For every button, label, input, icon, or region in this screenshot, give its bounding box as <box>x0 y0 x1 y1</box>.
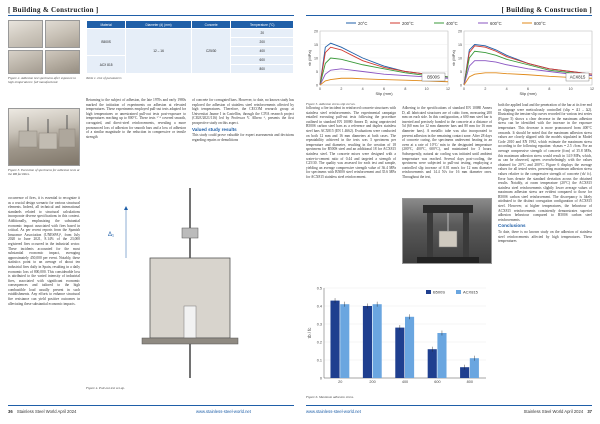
bar-acx815 <box>340 304 349 378</box>
table-header: Concrete <box>191 21 231 29</box>
table-cell-diameter: 12 – 16 <box>126 29 192 74</box>
x-tick-label: 4 <box>505 87 508 91</box>
max-adhesion-bar-chart <box>306 282 492 390</box>
panel-b500s <box>307 29 450 96</box>
x-tick-label: 6 <box>527 87 529 91</box>
table-cell-temperature: 400 <box>231 47 294 56</box>
footer-rule-right <box>306 405 592 406</box>
figure-2-caption: Figure 2. Adhesion test specimens after exposure to high temperatures: full manufactured. <box>8 76 77 85</box>
body-paragraph: Adhering to the specifications of standard EN 10080 Annex D, all fabricated structures are of cubic form, measuring 200 mm on each side. In this configuration, a 600 mm steel bar is inserted and precisely bonded to the concrete at a distance of 5d (60 mm for 12 mm diameter bars and 80 mm for 16 mm diameter bars). A metallic tube was also incorporated to prevent adhesion in the remaining contact zone. After 28 days of concrete curing, the specimens underwent heating in an oven at a rate of 10°C/ min to the designated temperature (200°C, 400°C, 600°C), and maintained for 3 hours. Subsequently, natural air cooling was initiated until ambient temperature was reached. Several days post-cooling, the specimens were subjected to pull-out testing, employing a controlled slip increase of 0.01 mm/s for 12 mm diameter reinforcements and 14.4 N/s for 16 mm diameter ones. Throughout the test, <box>402 106 492 179</box>
x-tick-label: 10 <box>568 87 573 91</box>
y-tick-label: 20 <box>458 29 462 34</box>
table-cell-temperature: 200 <box>231 38 294 47</box>
support-plate <box>142 338 238 344</box>
magazine-name-left: Stainless Steel World April 2024 <box>16 409 77 414</box>
specimen-photo-1 <box>8 20 43 48</box>
legend-label: ACX815 <box>463 289 478 295</box>
section-heading: Valued study results <box>192 126 237 132</box>
table-cell-material: B500S <box>87 29 126 56</box>
x-tick-label: 400 <box>401 380 409 384</box>
y-tick-label: 5 <box>460 69 462 74</box>
x-tick-label: 2 <box>484 87 487 91</box>
test-machine-photo <box>402 198 492 264</box>
table-cell-material: ACX 815 <box>87 56 126 74</box>
legend-label: 400°C <box>446 21 458 26</box>
x-tick-label: 6 <box>383 87 385 91</box>
x-axis-label: Slip (mm) <box>375 91 393 96</box>
body-paragraph: following a fire incident in reinforced concrete structures with stainless steel reinforcements. The experimental campaign entailed executing pull-out tests following the procedure outlined in standard EN 10080 Annex D, using unprotected B500S carbon steel bars as a reference and duplex stainless steel bars ACX815 (EN 1.4662). Evaluations were conducted on both 12 mm and 16 mm diameters at both cases. The repeatability achieved in the tests was 3 specimens per temperature and diameter, resulting in the creation of 18 specimens for B500S steel and an additional 18 for ACX815 stainless steel. The concrete mixes were designed with a water-to-cement ratio of 0.44 and targeted a strength of C25/30. The quality was assessed for each test and sample, yielding an average compressive strength value of 36.4 MPa for specimens with B500S steel reinforcement and 35.6 MPa for ACX815 stainless steel reinforcement. <box>306 106 396 179</box>
y-tick-label: 0 <box>460 83 462 88</box>
y-tick-label: 15 <box>314 42 318 47</box>
legend-label: 600°C <box>490 21 502 26</box>
arrow-up-icon <box>124 206 128 210</box>
table-header: Material <box>87 21 126 29</box>
y-tick-label: 0 <box>319 376 322 381</box>
figure-6-caption: Figure 6. Maximum adhesion stress. <box>306 395 354 399</box>
body-column-3 <box>306 106 396 278</box>
specimen-photo-3 <box>8 50 43 74</box>
page-number-right: 37 <box>587 409 592 414</box>
legend-label: 800°C <box>534 21 546 26</box>
bar-b500s <box>330 301 339 378</box>
y-tick-label: 10 <box>458 56 462 61</box>
conclusions-heading: Conclusions <box>498 223 526 229</box>
x-tick-label: 20 <box>338 380 343 384</box>
legend-label: 200°C <box>402 21 414 26</box>
test-machine-illustration <box>403 199 493 265</box>
y-tick-label: 0 <box>316 83 318 88</box>
body-paragraph: To date, there is no known study on the adhesion of stainless steel reinforcements affected by high temperatures. These temperatures <box>498 230 592 244</box>
page-header-right: [ Building & Construction ] <box>501 6 592 14</box>
table-caption: Table 1. List of parameters <box>86 76 122 80</box>
x-tick-label: 12 <box>446 87 450 91</box>
bar-acx815 <box>437 333 446 378</box>
figure-5-caption: Figure 5. Adhesion stress-slip curves. <box>306 102 356 106</box>
specimen-photo-4 <box>45 50 80 74</box>
body-column-1b <box>8 196 80 396</box>
y-tick-label: 10 <box>314 56 318 61</box>
table-cell-temperature: 800 <box>231 65 294 74</box>
footer-right <box>524 409 592 414</box>
footer-left <box>8 409 76 414</box>
body-paragraph: Returning to the subject of adhesion, the late 1970s and early 1980s marked the initiation of experiments on adhesion at elevated temperatures. These experiments employed pull-out tests adapted for high temperatures or unrestrained pull-out tests post-exposure to temperatures reaching up to 800°C. These tests ¹⁻⁴ covered smooth, corrugated, and direct-steel reinforcements, revealing a more pronounced loss of adhesion for smooth bars and a loss of adhesion of a similar magnitude to the reduction in compressive or tensile strength <box>86 98 186 139</box>
page-header-left: [ Building & Construction ] <box>8 6 99 14</box>
bar-acx815 <box>405 317 414 378</box>
footer-rule-left <box>8 405 294 406</box>
fabrication-photo <box>8 108 80 166</box>
bar-b500s <box>363 306 372 378</box>
x-tick-label: 8 <box>548 87 551 91</box>
y-axis-label: τb / fc <box>307 327 312 339</box>
x-tick-label: 8 <box>404 87 407 91</box>
bar-b500s <box>395 328 404 378</box>
legend-label: 20°C <box>358 21 368 26</box>
table-header: Diameter (d) (mm) <box>126 21 192 29</box>
table-cell-concrete: C25/30 <box>191 29 231 74</box>
y-tick-label: 0.1 <box>316 358 322 363</box>
table-cell-temperature: 600 <box>231 56 294 65</box>
bar-acx815 <box>470 358 479 378</box>
y-tick-label: 5 <box>316 69 318 74</box>
x-tick-label: 0 <box>319 87 321 91</box>
page-number-left: 36 <box>8 409 13 414</box>
x-tick-label: 12 <box>590 87 594 91</box>
legend-label: B500S <box>433 289 446 295</box>
legend-swatch <box>456 290 461 294</box>
body-column-2 <box>192 98 294 180</box>
bar-acx815 <box>373 304 382 378</box>
delta-label: Δ₁ <box>108 232 115 238</box>
y-tick-label: 0.2 <box>316 340 322 345</box>
body-column-1 <box>86 98 186 180</box>
body-paragraph: both the applied load and the penetration of the bar at its free end or slippage were meticulously controlled (slip = Δ1 – Δ2). Illustrating the tension-slip curves recorded for various test series (Figure 5) shows a clear decrease in the maximum adhesion stress can be identified with the increase in the exposure temperature. This decrease is more pronounced from 400°C onwards. It should be noted that the maximum adhesion stress values are closely aligned with the models stipulated in Model Code 2010 and EN 1992, which estimate the maximum stress according to the following equation: τb,max = 2.5 √fcm. For an average compressive strength of concrete (fcm) of 35.8 MPa, this maximum adhesion stress would result in 14.9 MPa, which, as can be observed, agrees overwhelmingly with the values obtained for 20°C and 200°C. Figure 6 displays the average values for all tested series, presenting maximum adhesion stress values relative to the compressive strength of concrete (τb/ fc). Error bars denote the standard deviation across the obtained results. Notably, at room temperature (20°C) the ACX815 stainless steel reinforcements slightly lower average values of maximum adhesion stress are evident compared to those for B500S carbon steel reinforcement. The discrepancy is likely attributed to the distinct corrugation configuration of ACX815 steel. However, at higher temperatures, the behaviour of ACX815 reinforcements consistently demonstrates superior adhesion behaviour compared to B500S carbon steel reinforcements. <box>498 103 593 222</box>
body-paragraph: This study could prove valuable for expert assessments and decisions regarding repairs or demolitions <box>192 133 294 142</box>
figure-4-caption: Figure 4. Pull-out test set-up. <box>86 386 125 390</box>
pullout-setup-diagram <box>86 188 294 386</box>
bar-b500s <box>428 349 437 378</box>
body-column-4 <box>402 106 492 192</box>
x-tick-label: 4 <box>361 87 364 91</box>
parameters-table <box>86 20 294 74</box>
magazine-name-right: Stainless Steel World April 2024 <box>523 409 584 414</box>
y-tick-label: 15 <box>458 42 462 47</box>
y-tick-label: 0.5 <box>316 286 322 291</box>
x-tick-label: 0 <box>463 87 465 91</box>
specimen-photo-2 <box>45 20 80 48</box>
figure-3-caption: Figure 3. Execution of specimens for adhesion tests at the RB facilities. <box>8 168 80 177</box>
x-tick-label: 200 <box>369 380 376 384</box>
y-tick-label: 0.3 <box>316 322 322 327</box>
header-rule-right <box>306 15 592 16</box>
x-tick-label: 10 <box>424 87 429 91</box>
y-tick-label: 0.4 <box>316 304 322 309</box>
table-cell-temperature: 20 <box>231 29 294 38</box>
body-paragraph: of concrete for corrugated bars. However, to date, no known study has explored the adhesion of stainless steel reinforcements affected by high temperatures. Therefore, the CECOM research group at Universitat Jaume I in Castellón, through the CIVA research project (CIGE/2021/116) led by Professor V. Albero ⁶, presents the first prospective study on this aspect. <box>192 98 294 125</box>
y-tick-label: 20 <box>314 29 318 34</box>
x-axis-label: Slip (mm) <box>519 91 537 96</box>
y-axis-label: τb (MPa) <box>307 50 312 66</box>
table-header: Temperature (°C) <box>231 21 294 29</box>
body-column-5 <box>498 19 592 403</box>
panel-label: B500S <box>427 74 440 80</box>
y-axis-label: τb (MPa) <box>451 50 456 66</box>
fabrication-photo-illustration <box>9 109 81 167</box>
panel-label: ACX815 <box>569 74 586 80</box>
body-paragraph: occurrence of fires, it is essential to recognize it as a crucial design scenario for various structural elements. Indeed, all technical and international standards related to structural calculations incorporate diverse specifications in this context. Additionally, emphasizing the substantial economic impact associated with fires based in critical. As per recent reports from the Spanish Insurance Association (UNESPA)⁵, from July 2020 to June 2021, 8.14% of the 23,000 registered fires occurred in the industrial sector. These incidents accounted for the most substantial economic impact, averaging approximately 450,000 per event. Notably, these statistics point to an average of about ten industrial fires daily in Spain, resulting in a daily economic loss of 800,000. This considerable loss is attributed to the varied intensity of industrial fires, associated with significant economic consequences and tailored to the high combustible load usually present in such establishments. Any efforts to enhance structural fire resistance can yield positive outcomes in alleviating these substantial economic impacts. <box>8 196 80 306</box>
x-tick-label: 800 <box>466 380 473 384</box>
x-tick-label: 2 <box>340 87 343 91</box>
header-rule-left <box>8 15 294 16</box>
lvdt-top <box>182 228 198 238</box>
legend-swatch <box>426 290 431 294</box>
bond-zone <box>184 306 196 338</box>
footer-url-left[interactable]: www.stainless-steel-world.net <box>196 409 251 414</box>
x-tick-label: 600 <box>434 380 441 384</box>
footer-url-right[interactable]: www.stainless-steel-world.net <box>306 409 361 414</box>
